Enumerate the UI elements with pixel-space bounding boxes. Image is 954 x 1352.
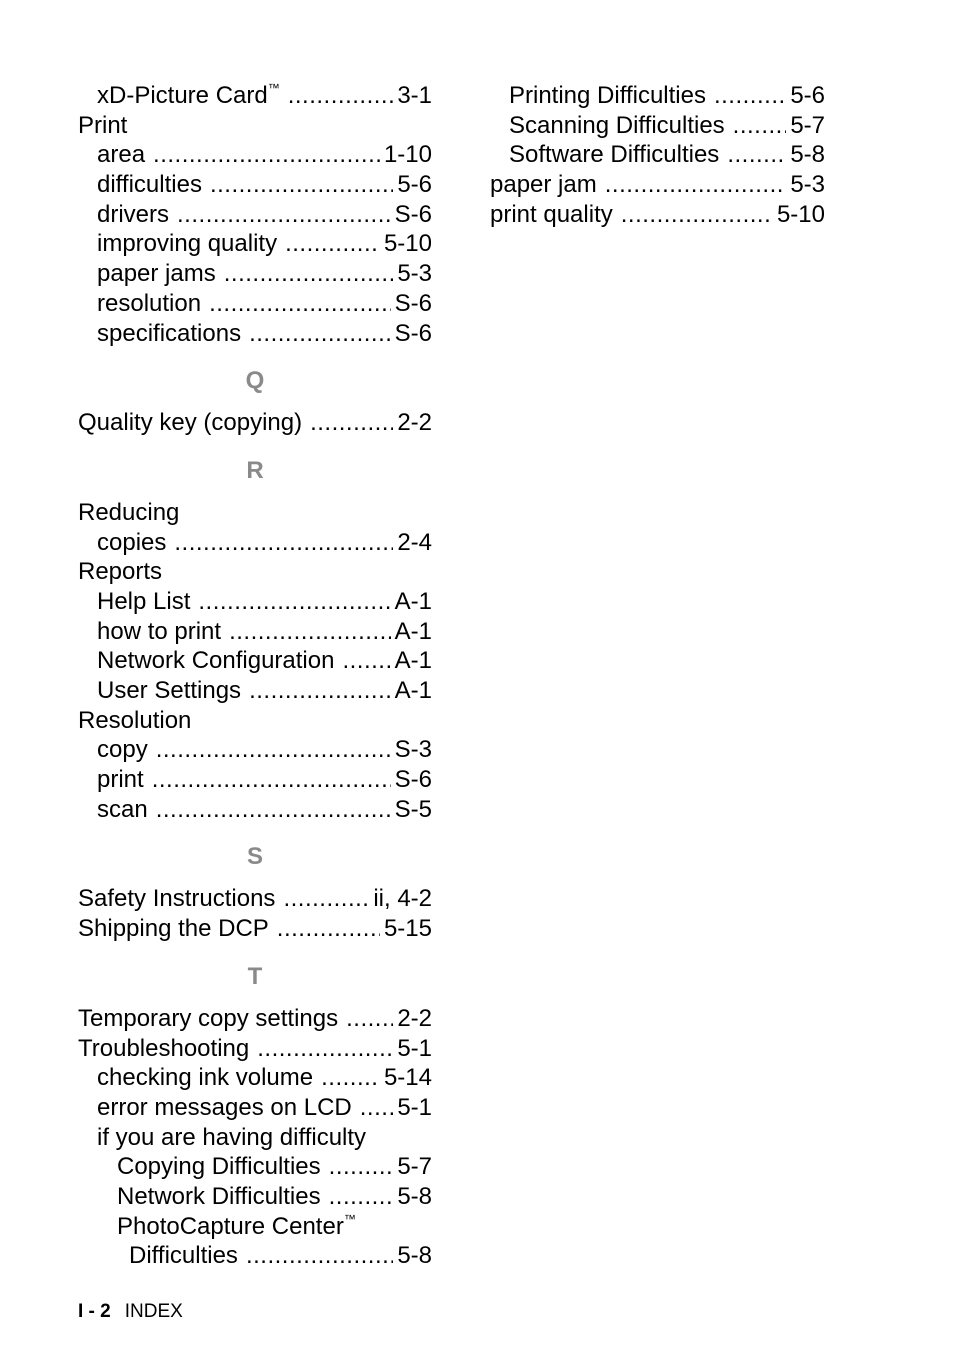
index-page-reference: S-5: [394, 795, 432, 823]
index-entry-reports: [78, 557, 432, 587]
index-entry-network-difficulties: [78, 1182, 432, 1212]
index-entry-print-quality: [490, 200, 825, 230]
index-page-reference: 1-10: [383, 141, 432, 169]
index-entry-xd-picture-card: [78, 81, 432, 111]
index-term-text: Network Configuration: [97, 647, 335, 675]
index-term-text: drivers: [97, 200, 170, 228]
index-term-text: Troubleshooting: [78, 1034, 250, 1062]
index-term-text: error messages on LCD: [97, 1093, 352, 1121]
footer-section-title: INDEX: [124, 1301, 183, 1322]
index-term-text: Difficulties: [129, 1242, 238, 1270]
index-term: [78, 884, 275, 914]
index-term-text: paper jams: [97, 260, 216, 288]
index-term: [97, 81, 280, 111]
index-entry-difficulties: [78, 170, 432, 200]
index-entry-improving-quality: [78, 229, 432, 259]
index-term: [78, 706, 191, 736]
dot-leader: [249, 676, 391, 706]
index-term: [97, 617, 221, 647]
page-footer: [78, 1300, 183, 1324]
index-column-right: [490, 81, 825, 229]
index-entry-printing-difficulties: [490, 81, 825, 111]
index-term: [129, 1241, 238, 1271]
dot-leader: [288, 81, 394, 111]
index-term-text: checking ink volume: [97, 1064, 314, 1092]
index-term-text: copies: [97, 528, 167, 556]
index-page-reference: 5-8: [397, 1182, 432, 1210]
dot-leader: [346, 1004, 393, 1034]
index-term: [117, 1212, 356, 1242]
index-page-reference: A-1: [394, 617, 432, 645]
index-page-reference: 5-6: [790, 82, 825, 109]
index-entry-scan: [78, 795, 432, 825]
index-term: [117, 1182, 321, 1212]
dot-leader: [177, 200, 391, 230]
index-term-text: if you are having difficulty: [97, 1123, 367, 1151]
index-page-reference: 2-2: [397, 409, 432, 437]
index-entry-reducing: [78, 498, 432, 528]
index-term-text: Copying Difficulties: [117, 1153, 321, 1181]
index-page-reference: A-1: [394, 677, 432, 704]
index-term: [97, 1093, 352, 1123]
index-entry-network-configuration: [78, 646, 432, 676]
dot-leader: [714, 81, 786, 111]
index-term-text: Reducing: [78, 498, 180, 526]
index-entry-drivers: [78, 200, 432, 230]
dot-leader: [360, 1093, 394, 1123]
index-page-reference: 5-3: [790, 171, 825, 199]
index-term: [78, 914, 269, 944]
index-term-text: Temporary copy settings: [78, 1004, 339, 1032]
index-term: [97, 676, 241, 706]
index-term-text: Shipping the DCP: [78, 915, 269, 943]
index-term: [97, 140, 145, 170]
dot-leader: [210, 170, 393, 200]
index-term: [97, 646, 334, 676]
footer-page-number: I - 2: [78, 1301, 111, 1322]
index-term: [509, 140, 719, 170]
dot-leader: [329, 1152, 394, 1182]
dot-leader: [257, 1034, 393, 1064]
index-letter-heading-q: Q: [245, 367, 265, 395]
index-page-reference: 3-1: [397, 82, 432, 109]
index-page-reference: 2-4: [397, 528, 432, 556]
dot-leader: [156, 795, 391, 825]
dot-leader: [329, 1182, 394, 1212]
dot-leader: [209, 289, 391, 319]
index-term-text: Reports: [78, 558, 163, 586]
index-entry-help-list: [78, 587, 432, 617]
index-term: [97, 319, 241, 349]
dot-leader: [153, 140, 380, 170]
dot-leader: [727, 140, 786, 170]
index-entry-specifications: [78, 319, 432, 349]
index-term-text: Scanning Difficulties: [509, 111, 725, 139]
dot-leader: [342, 646, 390, 676]
index-entry-error-messages-on-lcd: [78, 1093, 432, 1123]
trademark-symbol: ™: [343, 1211, 356, 1226]
index-term: [78, 408, 302, 438]
index-term-text: Software Difficulties: [509, 141, 720, 169]
index-entry-paper-jams: [78, 259, 432, 289]
index-page-reference: 5-10: [383, 230, 432, 258]
index-page-reference: S-6: [394, 289, 432, 317]
trademark-symbol: ™: [267, 81, 280, 95]
dot-leader: [321, 1063, 380, 1093]
dot-leader: [249, 319, 391, 349]
index-term-text: scan: [97, 795, 148, 823]
index-term-text: print: [97, 766, 144, 794]
index-entry-how-to-print: [78, 617, 432, 647]
index-page-reference: 5-15: [383, 915, 432, 943]
index-term: [78, 557, 162, 587]
index-entry-user-settings: [78, 676, 432, 706]
index-page-reference: 5-1: [397, 1034, 432, 1062]
dot-leader: [152, 765, 391, 795]
index-page-reference: 5-8: [790, 141, 825, 169]
index-term: [97, 528, 166, 558]
index-term: [97, 765, 144, 795]
index-term-text: Safety Instructions: [78, 885, 276, 913]
dot-leader: [198, 587, 390, 617]
index-term-text: PhotoCapture Center: [117, 1212, 344, 1240]
index-page-reference: S-6: [394, 319, 432, 347]
index-term-text: Print: [78, 111, 128, 139]
index-term-text: paper jam: [490, 171, 597, 199]
index-term-text: specifications: [97, 319, 242, 347]
index-entry-scanning-difficulties: [490, 111, 825, 141]
index-term-text: Quality key (copying): [78, 409, 303, 437]
index-term: [97, 735, 148, 765]
index-entry-temporary-copy-settings: [78, 1004, 432, 1034]
dot-leader: [605, 170, 787, 200]
index-term-text: improving quality: [97, 230, 278, 258]
index-entry-copies: [78, 528, 432, 558]
index-page-reference: 2-2: [397, 1004, 432, 1032]
dot-leader: [174, 528, 393, 558]
index-term: [97, 259, 216, 289]
index-page-reference: 5-14: [383, 1064, 432, 1092]
index-entry-resolution: [78, 706, 432, 736]
dot-leader: [285, 229, 380, 259]
index-entry-if-you-are-having-difficulty: [78, 1123, 432, 1153]
index-entry-print: [78, 111, 432, 141]
index-term: [97, 200, 169, 230]
index-term-text: resolution: [97, 289, 202, 317]
index-entry-safety-instructions: [78, 884, 432, 914]
index-page-reference: 5-3: [397, 260, 432, 288]
index-term: [78, 498, 179, 528]
dot-leader: [224, 259, 394, 289]
index-letter-heading-r: R: [246, 456, 264, 484]
index-term: [509, 111, 725, 141]
index-term: [490, 200, 613, 230]
index-term-text: User Settings: [97, 677, 242, 704]
index-page-reference: 5-7: [790, 111, 825, 139]
dot-leader: [229, 617, 391, 647]
index-entry-checking-ink-volume: [78, 1063, 432, 1093]
index-entry-print: [78, 765, 432, 795]
index-term-text: how to print: [97, 617, 222, 645]
index-entry-copy: [78, 735, 432, 765]
index-term: [490, 170, 597, 200]
dot-leader: [733, 111, 787, 141]
index-page-reference: 5-10: [776, 200, 825, 228]
index-entry-troubleshooting: [78, 1034, 432, 1064]
index-entry-shipping-the-dcp: [78, 914, 432, 944]
dot-leader: [156, 735, 391, 765]
index-term: [78, 1004, 338, 1034]
index-page-reference: 5-1: [397, 1093, 432, 1121]
index-entry-resolution: [78, 289, 432, 319]
index-term-text: Resolution: [78, 706, 192, 734]
index-entry-difficulties: [78, 1241, 432, 1271]
index-term: [97, 229, 277, 259]
index-term-text: Network Difficulties: [117, 1182, 321, 1210]
index-page-reference: S-6: [394, 766, 432, 794]
index-entry-software-difficulties: [490, 140, 825, 170]
index-term: [509, 81, 706, 111]
index-term-text: Help List: [97, 587, 191, 615]
index-term: [97, 795, 148, 825]
index-page-reference: 5-8: [397, 1242, 432, 1270]
index-letter-heading-s: S: [246, 843, 263, 871]
index-term: [117, 1152, 321, 1182]
index-term: [97, 1123, 366, 1153]
index-column-left: [78, 81, 432, 1271]
index-term-text: xD-Picture Card: [97, 82, 268, 109]
index-term: [97, 1063, 313, 1093]
dot-leader: [310, 408, 393, 438]
index-page-reference: S-3: [394, 736, 432, 764]
index-page-reference: ii, 4-2: [373, 885, 432, 913]
index-term-text: difficulties: [97, 171, 202, 199]
index-page-reference: 5-6: [397, 171, 432, 199]
index-term: [78, 1034, 249, 1064]
index-entry-copying-difficulties: [78, 1152, 432, 1182]
index-term-text: area: [97, 141, 146, 169]
dot-leader: [277, 914, 380, 944]
index-entry-quality-key-copying: [78, 408, 432, 438]
index-term: [78, 111, 127, 141]
index-entry-photocapture-center: [78, 1212, 432, 1242]
index-term: [97, 170, 202, 200]
index-page-reference: 5-7: [397, 1153, 432, 1181]
dot-leader: [621, 200, 773, 230]
index-page-reference: A-1: [394, 587, 432, 615]
index-entry-paper-jam: [490, 170, 825, 200]
index-page-reference: S-6: [394, 200, 432, 228]
index-term-text: Printing Difficulties: [509, 82, 706, 109]
dot-leader: [283, 884, 369, 914]
index-term: [97, 587, 190, 617]
index-term-text: copy: [97, 736, 148, 764]
index-letter-heading-t: T: [247, 962, 263, 990]
index-page-reference: A-1: [394, 647, 432, 675]
index-term: [97, 289, 201, 319]
index-entry-area: [78, 140, 432, 170]
index-term-text: print quality: [490, 200, 613, 228]
dot-leader: [246, 1241, 393, 1271]
